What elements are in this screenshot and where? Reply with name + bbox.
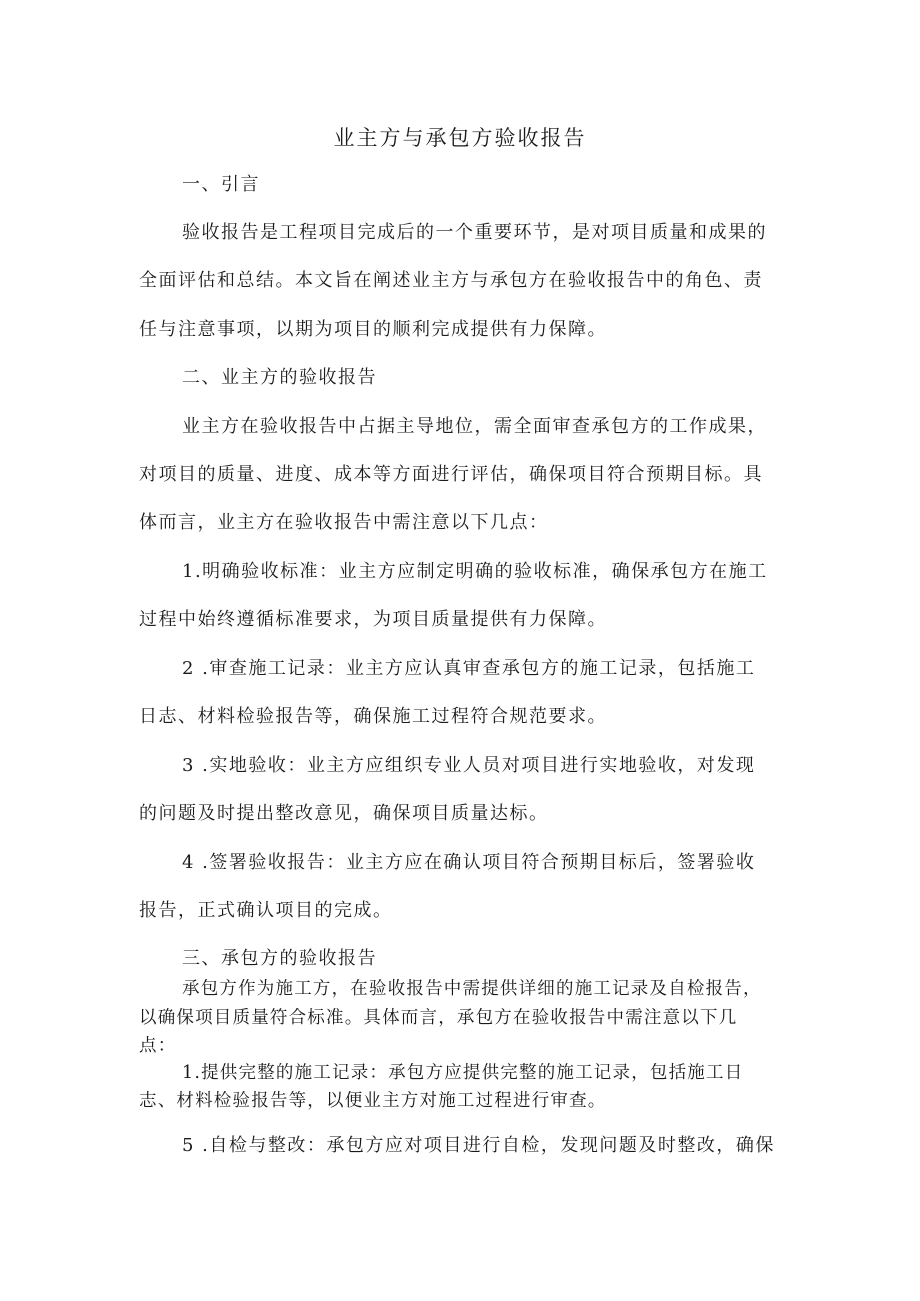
document-title: 业主方与承包方验收报告 xyxy=(333,126,587,150)
paragraph-line: 任与注意事项，以期为项目的顺利完成提供有力保障。 xyxy=(139,319,607,340)
paragraph-line: 业主方在验收报告中占据主导地位，需全面审查承包方的工作成果， xyxy=(182,416,767,437)
list-item-line: 5 .自检与整改：承包方应对项目进行自检，发现问题及时整改，确保 xyxy=(182,1135,775,1156)
list-item-line: 报告，正式确认项目的完成。 xyxy=(139,900,393,921)
list-item-line: 2 .审查施工记录：业主方应认真审查承包方的施工记录，包括施工 xyxy=(182,658,756,679)
list-item-line: 3 .实地验收：业主方应组织专业人员对项目进行实地验收，对发现 xyxy=(182,755,756,776)
section-heading-introduction: 一、引言 xyxy=(182,174,260,195)
section-heading-owner-report: 二、业主方的验收报告 xyxy=(182,367,377,388)
section-heading-contractor-report: 三、承包方的验收报告 xyxy=(182,948,377,969)
list-item-line: 日志、材料检验报告等，确保施工过程符合规范要求。 xyxy=(139,706,607,727)
list-item-line: 1.提供完整的施工记录：承包方应提供完整的施工记录，包括施工日 xyxy=(182,1063,744,1083)
list-item-line: 1.明确验收标准：业主方应制定明确的验收标准，确保承包方在施工 xyxy=(182,561,768,582)
paragraph-line: 点： xyxy=(139,1036,177,1056)
paragraph-line: 验收报告是工程项目完成后的一个重要环节，是对项目质量和成果的 xyxy=(182,222,767,243)
list-item-line: 4 .签署验收报告：业主方应在确认项目符合预期目标后，签署验收 xyxy=(182,852,756,873)
paragraph-line: 全面评估和总结。本文旨在阐述业主方与承包方在验收报告中的角色、责 xyxy=(139,270,763,291)
paragraph-line: 体而言，业主方在验收报告中需注意以下几点： xyxy=(139,512,549,533)
paragraph-line: 承包方作为施工方，在验收报告中需提供详细的施工记录及自检报告， xyxy=(182,979,762,999)
paragraph-line: 对项目的质量、进度、成本等方面进行评估，确保项目符合预期目标。具 xyxy=(139,464,763,485)
list-item-line: 的问题及时提出整改意见，确保项目质量达标。 xyxy=(139,803,549,824)
list-item-line: 志、材料检验报告等，以便业主方对施工过程进行审查。 xyxy=(139,1091,607,1111)
paragraph-line: 以确保项目质量符合标准。具体而言，承包方在验收报告中需注意以下几 xyxy=(139,1008,738,1028)
list-item-line: 过程中始终遵循标准要求，为项目质量提供有力保障。 xyxy=(139,609,607,630)
